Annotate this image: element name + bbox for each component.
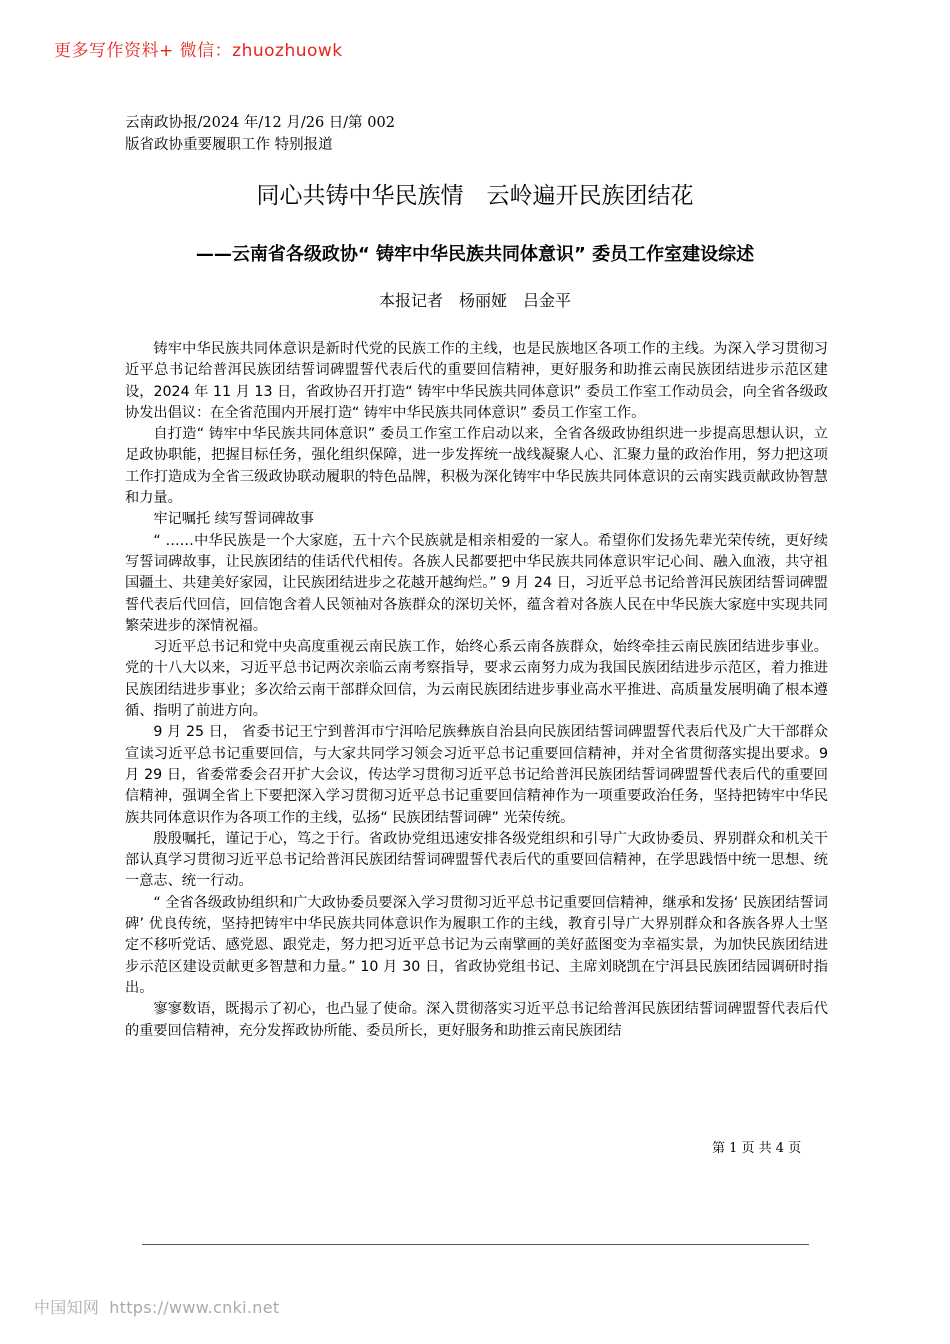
promo-banner: 更多写作资料+ 微信：zhuozhuowk (54, 41, 343, 61)
section-heading: 牢记嘱托 续写誓词碑故事 (153, 511, 314, 528)
paragraph: 习近平总书记和党中央高度重视云南民族工作，始终心系云南各族群众，始终牵挂云南民族团结进步事业。党的十八大以来，习近平总书记两次亲临云南考察指导，要求云南努力成为我国民族团结进步示范区，着力推进民族团结进步事业；多次给云南干部群众回信，为云南民族团结进步事业高水平推进、高质量发展明确了根本遵循、指明了前进方向。 (125, 639, 828, 720)
paragraph: 殷殷嘱托，谨记于心，笃之于行。省政协党组迅速安排各级党组织和引导广大政协委员、界别群众和机关干部认真学习贯彻习近平总书记给普洱民族团结誓词碑盟誓代表后代的重要回信精神，在学思践悟中统一思想、统一意志、统一行动。 (125, 830, 828, 890)
section-line: 版省政协重要履职工作 特别报道 (125, 137, 333, 153)
site-name: 中国知网 (34, 1298, 100, 1317)
paragraph: 9 月 25 日， 省委书记王宁到普洱市宁洱哈尼族彝族自治县向民族团结誓词碑盟誓代表后代及广大干部群众宣读习近平总书记重要回信，与大家共同学习领会习近平总书记重要回信精神，并对全省贯彻落实提出要求。9 月 29 日，省委常委会召开扩大会议，传达学习贯彻习近平总书记给普洱民族团结誓词碑盟誓代表后代的重要回信精神，强调全省上下要把深入学习贯彻习近平总书记重要回信精神作为一项重要政治任务，坚持把铸牢中华民族共同体意识作为各项工作的主线，弘扬“ 民族团结誓词碑” 光荣传统。 (125, 724, 828, 826)
article-meta (125, 112, 395, 156)
paragraph: 寥寥数语，既揭示了初心，也凸显了使命。深入贯彻落实习近平总书记给普洱民族团结誓词碑盟誓代表后代的重要回信精神，充分发挥政协所能、委员所长，更好服务和助推云南民族团结 (125, 1001, 828, 1039)
paragraph: 铸牢中华民族共同体意识是新时代党的民族工作的主线，也是民族地区各项工作的主线。为深入学习贯彻习近平总书记给普洱民族团结誓词碑盟誓代表后代的重要回信精神，更好服务和助推云南民族团结进步示范区建设，2024 年 11 月 13 日，省政协召开打造“ 铸牢中华民族共同体意识” 委员工作室工作动员会，向全省各级政协发出倡议：在全省范围内开展打造“ 铸牢中华民族共同体意识” 委员工作室工作。 (125, 341, 828, 421)
site-url: https://www.cnki.net (109, 1298, 280, 1317)
paragraph: “ 全省各级政协组织和广大政协委员要深入学习贯彻习近平总书记重要回信精神，继承和发扬‘ 民族团结誓词碑’ 优良传统，坚持把铸牢中华民族共同体意识作为履职工作的主线，教育引导广大界别群众和各族各界人士坚定不移听党话、感党恩、跟党走，努力把习近平总书记为云南擘画的美好蓝图变为幸福实景，为加快民族团结进步示范区建设贡献更多智慧和力量。” 10 月 30 日，省政协党组书记、主席刘晓凯在宁洱县民族团结园调研时指出。 (125, 894, 828, 996)
article-title: 同心共铸中华民族情 云岭遍开民族团结花 (256, 183, 694, 209)
article-body (125, 339, 828, 1042)
watermark-footer (34, 1295, 279, 1318)
byline: 本报记者 杨丽娅 吕金平 (378, 291, 571, 310)
paragraph: “ ……中华民族是一个大家庭，五十六个民族就是相亲相爱的一家人。希望你们发扬先辈光荣传统，更好续写誓词碑故事，让民族团结的佳话代代相传。各族人民都要把中华民族共同体意识牢记心间、融入血液，共守祖国疆土、共建美好家园，让民族团结进步之花越开越绚烂。” 9 月 24 日，习近平总书记给普洱民族团结誓词碑盟誓代表后代回信，回信饱含着人民领袖对各族群众的深切关怀，蕴含着对各族人民在中华民族大家庭中实现共同繁荣进步的深情祝福。 (125, 532, 828, 634)
article-subtitle: ——云南省各级政协“ 铸牢中华民族共同体意识” 委员工作室建设综述 (195, 244, 755, 265)
source-line: 云南政协报/2024 年/12 月/26 日/第 002 (125, 115, 395, 131)
page-number: 第 1 页 共 4 页 (712, 1141, 802, 1156)
footer-divider (142, 1244, 809, 1245)
paragraph: 自打造“ 铸牢中华民族共同体意识” 委员工作室工作启动以来，全省各级政协组织进一步提高思想认识，立足政协职能，把握目标任务，强化组织保障，进一步发挥统一战线凝聚人心、汇聚力量的政治作用，努力把这项工作打造成为全省三级政协联动履职的特色品牌，积极为深化铸牢中华民族共同体意识的云南实践贡献政协智慧和力量。 (125, 426, 828, 507)
